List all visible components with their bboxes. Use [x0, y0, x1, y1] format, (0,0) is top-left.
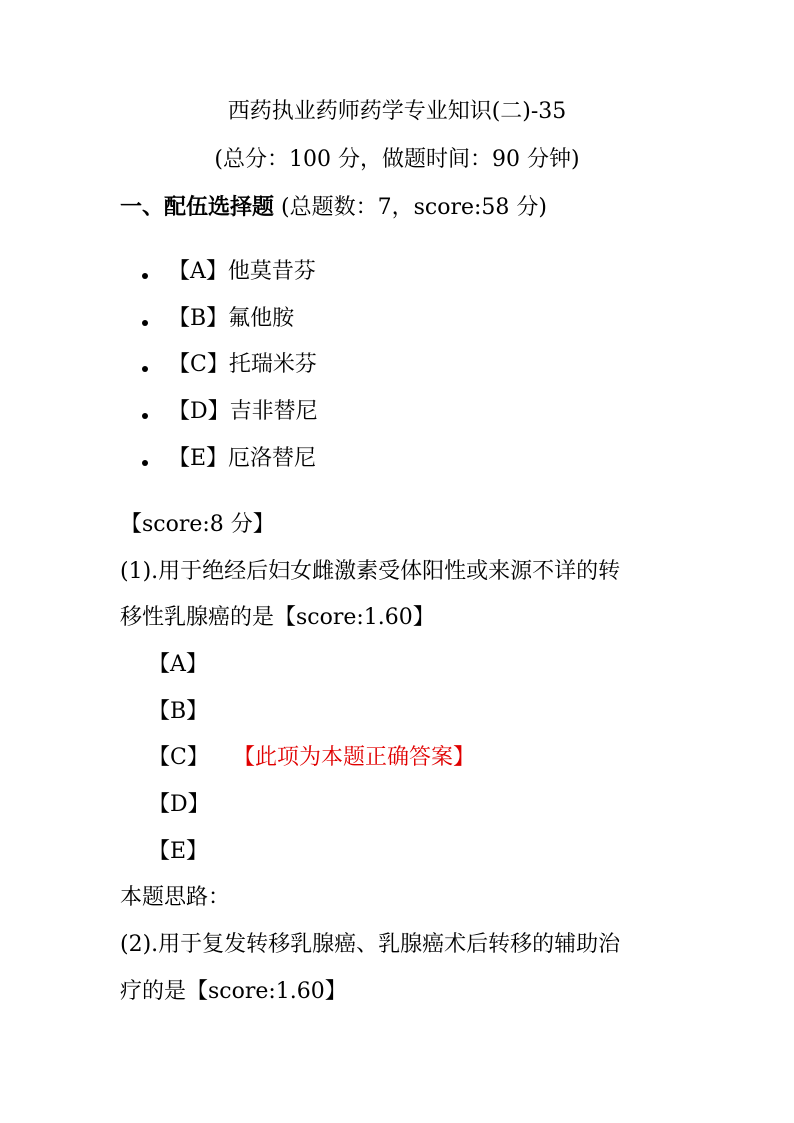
correct-answer-note: 【此项为本题正确答案】 — [233, 745, 476, 770]
choice-b: 【B】 — [148, 699, 209, 724]
option-label: 【B】氟他胺 — [168, 306, 295, 331]
option-label: 【C】托瑞米芬 — [168, 352, 317, 377]
choice-d: 【D】 — [148, 792, 210, 817]
bullet-icon — [142, 460, 148, 466]
explanation-label: 本题思路： — [120, 885, 231, 910]
option-label: 【D】吉非替尼 — [168, 399, 318, 424]
bullet-icon — [142, 366, 148, 372]
section-title: 一、配伍选择题 — [120, 194, 275, 220]
bullet-icon — [142, 273, 148, 279]
group-score: 【score:8 分】 — [120, 512, 275, 537]
bullet-icon — [142, 320, 148, 326]
question-1-text-line2: 移性乳腺癌的是【score:1.60】 — [120, 605, 435, 630]
document-subtitle: (总分：100 分，做题时间：90 分钟) — [214, 147, 580, 172]
choice-a: 【A】 — [148, 652, 208, 677]
question-1-text-line1: (1).用于绝经后妇女雌激素受体阳性或来源不详的转 — [120, 559, 621, 584]
choice-c: 【C】 — [148, 745, 209, 770]
document-title: 西药执业药师药学专业知识(二)-35 — [227, 99, 567, 124]
section-heading — [120, 196, 547, 219]
choice-e: 【E】 — [148, 839, 209, 864]
question-2-text-line2: 疗的是【score:1.60】 — [120, 979, 347, 1004]
option-label: 【A】他莫昔芬 — [168, 259, 316, 284]
section-info: (总题数：7，score:58 分) — [281, 195, 547, 220]
bullet-icon — [142, 413, 148, 419]
question-2-text-line1: (2).用于复发转移乳腺癌、乳腺癌术后转移的辅助治 — [120, 932, 621, 957]
option-label: 【E】厄洛替尼 — [168, 446, 317, 471]
